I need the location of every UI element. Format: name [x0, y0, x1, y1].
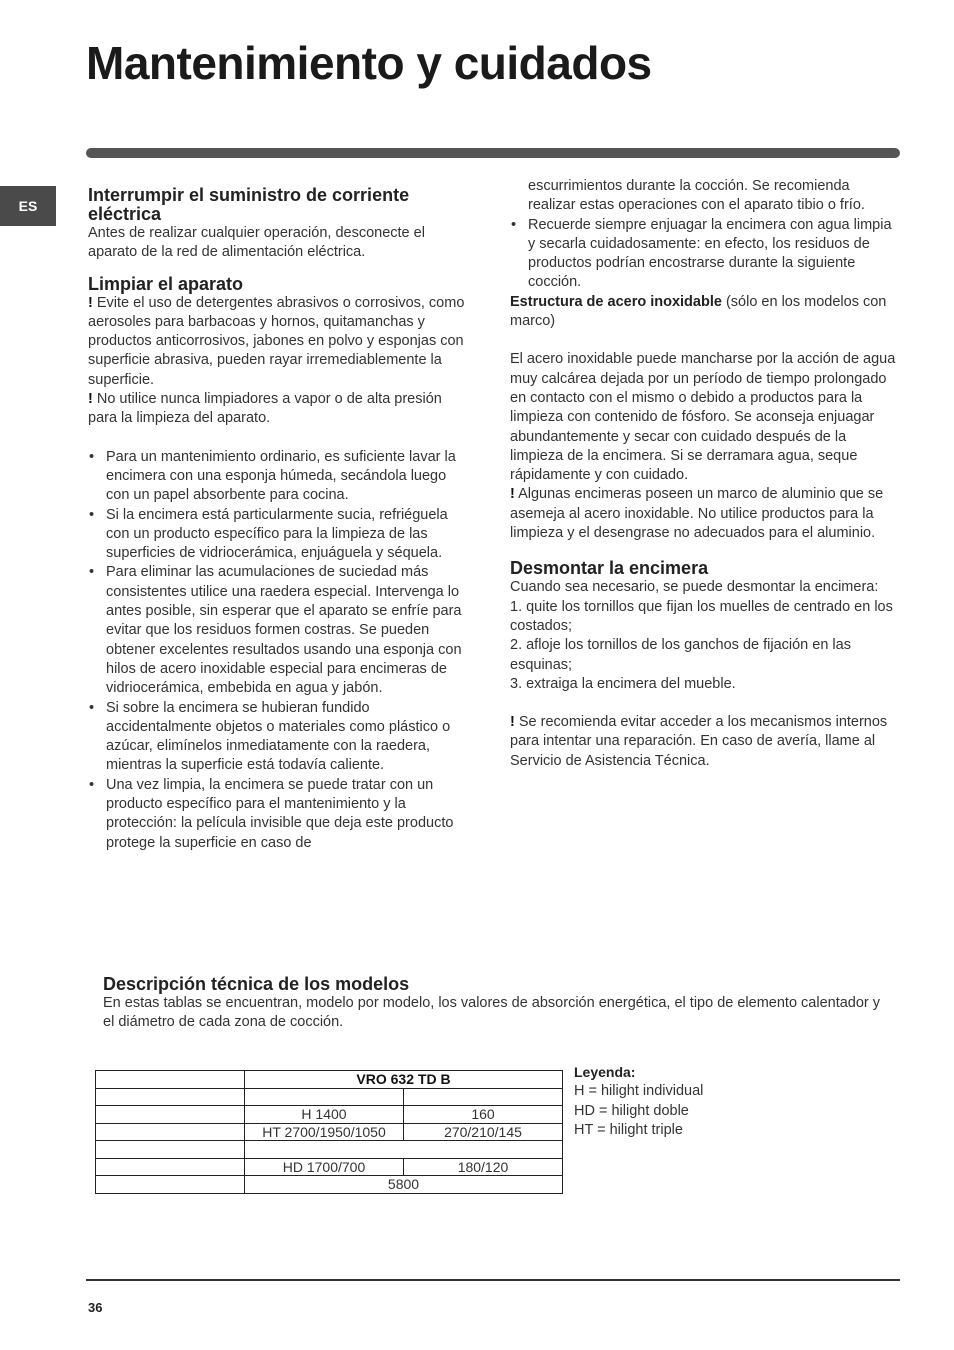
- left-column: [88, 186, 470, 853]
- page-title: Mantenimiento y cuidados: [86, 37, 652, 89]
- section-heading-cleaning: Limpiar el aparato: [88, 273, 244, 294]
- legend-item: H = hilight individual: [574, 1083, 704, 1100]
- table-row: [96, 1071, 563, 1089]
- inox-text: El acero inoxidable puede mancharse por la acción de agua muy calcárea dejada por un período de tiempo prolongado en contacto con el mismo o debido a productos para la limpieza con contenido de fósforo. Se aconseja enjuagar abundantemente y secar con cuidado después de la limpieza de la encimera. Si se derramara agua, seque rápidamente y con cuidado.: [510, 351, 896, 484]
- bullet-continuation: escurrimientos durante la cocción. Se recomienda realizar estas operaciones con el aparato tibio o frío.: [528, 178, 865, 214]
- table-cell: [404, 1088, 563, 1106]
- table-cell: [96, 1176, 245, 1194]
- table-row: [96, 1123, 563, 1141]
- legend: [574, 1063, 703, 1140]
- dismantle-step: 2. afloje los tornillos de los ganchos de fijación en las esquinas;: [510, 637, 851, 673]
- table-cell: 160: [404, 1106, 563, 1124]
- table-cell: [96, 1088, 245, 1106]
- list-item: • Recuerde siempre enjuagar la encimera con agua limpia y secarla cuidadosamente: en efecto, los residuos de productos podrían encostrarse durante la siguiente cocción.: [510, 216, 898, 293]
- warning-mark: !: [88, 391, 93, 408]
- aluminium-warning: ! Algunas encimeras poseen un marco de aluminio que se asemeja al acero inoxidable. No utilice productos para la limpieza y el desengrase no adecuados para el aluminio.: [510, 486, 884, 542]
- table-row: [96, 1176, 563, 1194]
- table-cell: [96, 1123, 245, 1141]
- list-item: • Una vez limpia, la encimera se puede tratar con un producto específico para el mantenimiento y la protección: la película invisible que deja este producto protege la superficie en caso de: [88, 776, 470, 853]
- table-row: [96, 1141, 563, 1159]
- table-cell: [96, 1141, 245, 1159]
- warning-mark: !: [88, 294, 93, 311]
- specs-table: [95, 1070, 563, 1194]
- cleaning-warning-1: ! Evite el uso de detergentes abrasivos o corrosivos, como aerosoles para barbacoas y hornos, quitamanchas y productos anticorrosivos, jabones en polvo y esponjas con superficie abrasiva, pueden rayar irremediablemente la superficie.: [88, 294, 465, 388]
- inox-heading: Estructura de acero inoxidable (sólo en los modelos con marco): [510, 293, 887, 330]
- cleaning-warning-2: ! No utilice nunca limpiadores a vapor o de alta presión para la limpieza del aparato.: [88, 391, 442, 427]
- section-heading-dismantle: Desmontar la encimera: [510, 558, 709, 579]
- header-rule: [86, 148, 900, 158]
- table-row: [96, 1088, 563, 1106]
- page-number: 36: [88, 1300, 103, 1315]
- dismantle-intro: Cuando sea necesario, se puede desmontar la encimera:: [510, 579, 879, 596]
- cleaning-bullet-list: [88, 448, 470, 853]
- table-cell: [96, 1106, 245, 1124]
- language-tab: ES: [0, 186, 56, 226]
- repair-warning: ! Se recomienda evitar acceder a los mecanismos internos para intentar una reparación. En caso de avería, llame al Servicio de Asistencia Técnica.: [510, 714, 888, 769]
- warning-mark: !: [510, 486, 515, 503]
- right-column: [510, 177, 898, 771]
- warning-mark: !: [510, 714, 515, 731]
- tech-text: En estas tablas se encuentran, modelo por modelo, los valores de absorción energética, el tipo de elemento calentador y el diámetro de cada zona de cocción.: [103, 995, 881, 1031]
- table-cell: [245, 1088, 404, 1106]
- table-cell: [96, 1071, 245, 1089]
- dismantle-step: 1. quite los tornillos que fijan los muelles de centrado en los costados;: [510, 598, 893, 634]
- table-cell: HD 1700/700: [245, 1158, 404, 1176]
- list-item: • Para un mantenimiento ordinario, es suficiente lavar la encimera con una esponja húmeda, secándola luego con un papel absorbente para cocina.: [88, 448, 470, 506]
- dismantle-step: 3. extraiga la encimera del mueble.: [510, 675, 736, 692]
- section-text-power: Antes de realizar cualquier operación, desconecte el aparato de la red de alimentación eléctrica.: [88, 225, 425, 261]
- legend-item: HD = hilight doble: [574, 1102, 689, 1119]
- table-cell: HT 2700/1950/1050: [245, 1123, 404, 1141]
- legend-title: Leyenda:: [574, 1064, 636, 1080]
- section-heading-tech: Descripción técnica de los modelos: [103, 974, 410, 994]
- table-row: [96, 1158, 563, 1176]
- legend-item: HT = hilight triple: [574, 1121, 683, 1138]
- table-cell: H 1400: [245, 1106, 404, 1124]
- footer-rule: [86, 1279, 900, 1281]
- table-cell-total: 5800: [245, 1176, 563, 1194]
- table-cell: 180/120: [404, 1158, 563, 1176]
- table-cell: 270/210/145: [404, 1123, 563, 1141]
- section-heading-power: Interrumpir el suministro de corriente eléctrica: [88, 185, 410, 224]
- table-cell: [245, 1141, 563, 1159]
- tech-description: [103, 975, 883, 1033]
- rinse-bullet-list: [510, 216, 898, 293]
- model-header: VRO 632 TD B: [245, 1071, 563, 1089]
- table-cell: [96, 1158, 245, 1176]
- list-item: • Si sobre la encimera se hubieran fundido accidentalmente objetos o materiales como plástico o azúcar, elimínelos inmediatamente con la raedera, mientras la superficie está todavía caliente.: [88, 699, 470, 776]
- list-item: • Si la encimera está particularmente sucia, refriéguela con un producto específico para la limpieza de las superficies de vidriocerámica, enjuáguela y séquela.: [88, 506, 470, 564]
- table-row: [96, 1106, 563, 1124]
- list-item: • Para eliminar las acumulaciones de suciedad más consistentes utilice una raedera especial. Intervenga lo antes posible, sin esperar que el aparato se enfríe para evitar que los residuos formen costras. Se pueden obtener excelentes resultados usando una esponja con hilos de acero inoxidable especial para encimeras de vidriocerámica, embebida en agua y jabón.: [88, 563, 470, 698]
